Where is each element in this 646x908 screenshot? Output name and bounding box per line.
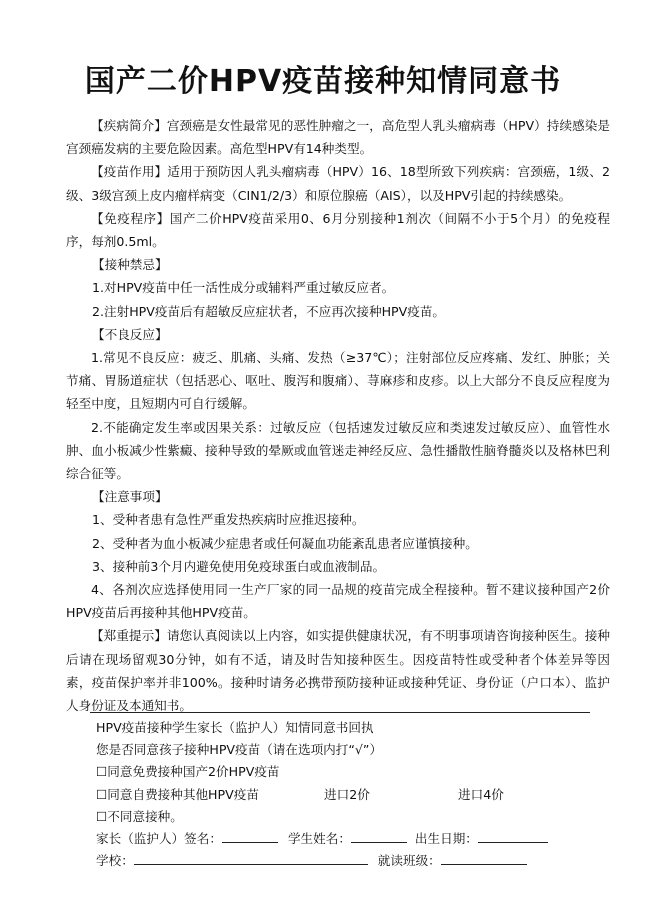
grade-label: 就读班级： — [377, 853, 441, 869]
signature-row — [96, 828, 590, 850]
parent-signature-label: 家长（监护人）签名： — [96, 831, 222, 847]
birth-date-field[interactable] — [478, 828, 548, 843]
contra-item-1: 1.对HPV疫苗中任一活性成分或辅料严重过敏反应者。 — [92, 280, 395, 296]
school-row — [96, 850, 590, 872]
receipt-question: 您是否同意孩子接种HPV疫苗（请在选项内打“√”） — [96, 742, 383, 758]
section-intro: 【疾病简介】宫颈癌是女性最常见的恶性肿瘤之一，高危型人乳头瘤病毒（HPV）持续感染是宫颈癌发病的主要危险因素。高危型HPV有14种类型。 — [66, 118, 610, 157]
school-label: 学校： — [96, 853, 134, 869]
contra-item-2: 2.注射HPV疫苗后有超敏反应症状者，不应再次接种HPV疫苗。 — [92, 303, 446, 319]
note-item-1: 1、受种者患有急性严重发热疾病时应推迟接种。 — [92, 512, 365, 528]
section-schedule: 【免疫程序】国产二价HPV疫苗采用0、6月分别接种1剂次（间隔不小于5个月）的免疫程序，每剂0.5ml。 — [66, 210, 610, 250]
school-field[interactable] — [134, 850, 368, 865]
note-item-4: 4、各剂次应选择使用同一生产厂家的同一品规的疫苗完成全程接种。暂不建议接种国产2价HPV疫苗后再接种其他HPV疫苗。 — [66, 582, 610, 621]
option-self-paid-row — [96, 784, 590, 806]
receipt-title: HPV疫苗接种学生家长（监护人）知情同意书回执 — [96, 720, 374, 735]
section-notes-heading: 【注意事项】 — [92, 489, 168, 505]
option-import-2-valent[interactable]: 进口2价 — [324, 786, 370, 802]
option-self-paid[interactable]: ☐同意自费接种其他HPV疫苗 — [96, 786, 259, 802]
option-import-4-valent[interactable]: 进口4价 — [458, 786, 504, 802]
adverse-item-2: 2.不能确定发生率或因果关系：过敏反应（包括速发过敏反应和类速发过敏反应）、血管性水肿、血小板减少性紫癜、接种导致的晕厥或血管迷走神经反应、急性播散性脑脊髓炎以及格林巴利综合征等。 — [66, 419, 610, 482]
document-body — [66, 114, 610, 717]
parent-signature-field[interactable] — [222, 828, 278, 843]
adverse-item-1: 1.常见不良反应：疲乏、肌痛、头痛、发热（≥37℃）；注射部位反应疼痛、发红、肿胀；关节痛、胃肠道症状（包括恶心、呕吐、腹泻和腹痛）、荨麻疹和皮疹。以上大部分不良反应程度为轻至中度，且短期内可自行缓解。 — [66, 350, 610, 412]
student-name-field[interactable] — [351, 828, 407, 843]
receipt-divider — [90, 712, 590, 713]
option-free-domestic[interactable]: ☐同意免费接种国产2价HPV疫苗 — [96, 764, 280, 780]
consent-receipt — [96, 712, 590, 872]
student-name-label: 学生姓名： — [287, 831, 351, 847]
section-effect: 【疫苗作用】适用于预防因人乳头瘤病毒（HPV）16、18型所致下列疾病：宫颈癌，1级、2级、3级宫颈上皮内瘤样病变（CIN1/2/3）和原位腺癌（AIS），以及HPV引起的持续感染。 — [66, 164, 610, 203]
birth-date-label: 出生日期： — [414, 831, 478, 847]
option-disagree[interactable]: ☐不同意接种。 — [96, 808, 183, 824]
document-title: 国产二价HPV疫苗接种知情同意书 — [84, 64, 562, 99]
section-contra-heading: 【接种禁忌】 — [92, 257, 168, 273]
note-item-3: 3、接种前3个月内避免使用免疫球蛋白或血液制品。 — [92, 558, 386, 574]
section-reminder: 【郑重提示】请您认真阅读以上内容，如实提供健康状况，有不明事项请咨询接种医生。接种后请在现场留观30分钟，如有不适，请及时告知接种医生。因疫苗特性或受种者个体差异等因素，疫苗保护率并非100%。接种时请务必携带预防接种证或接种凭证、身份证（户口本）、监护人身份证及本通知书。 — [66, 628, 610, 714]
section-adverse-heading: 【不良反应】 — [92, 326, 168, 342]
grade-field[interactable] — [441, 850, 527, 865]
note-item-2: 2、受种者为血小板减少症患者或任何凝血功能紊乱患者应谨慎接种。 — [92, 535, 478, 551]
